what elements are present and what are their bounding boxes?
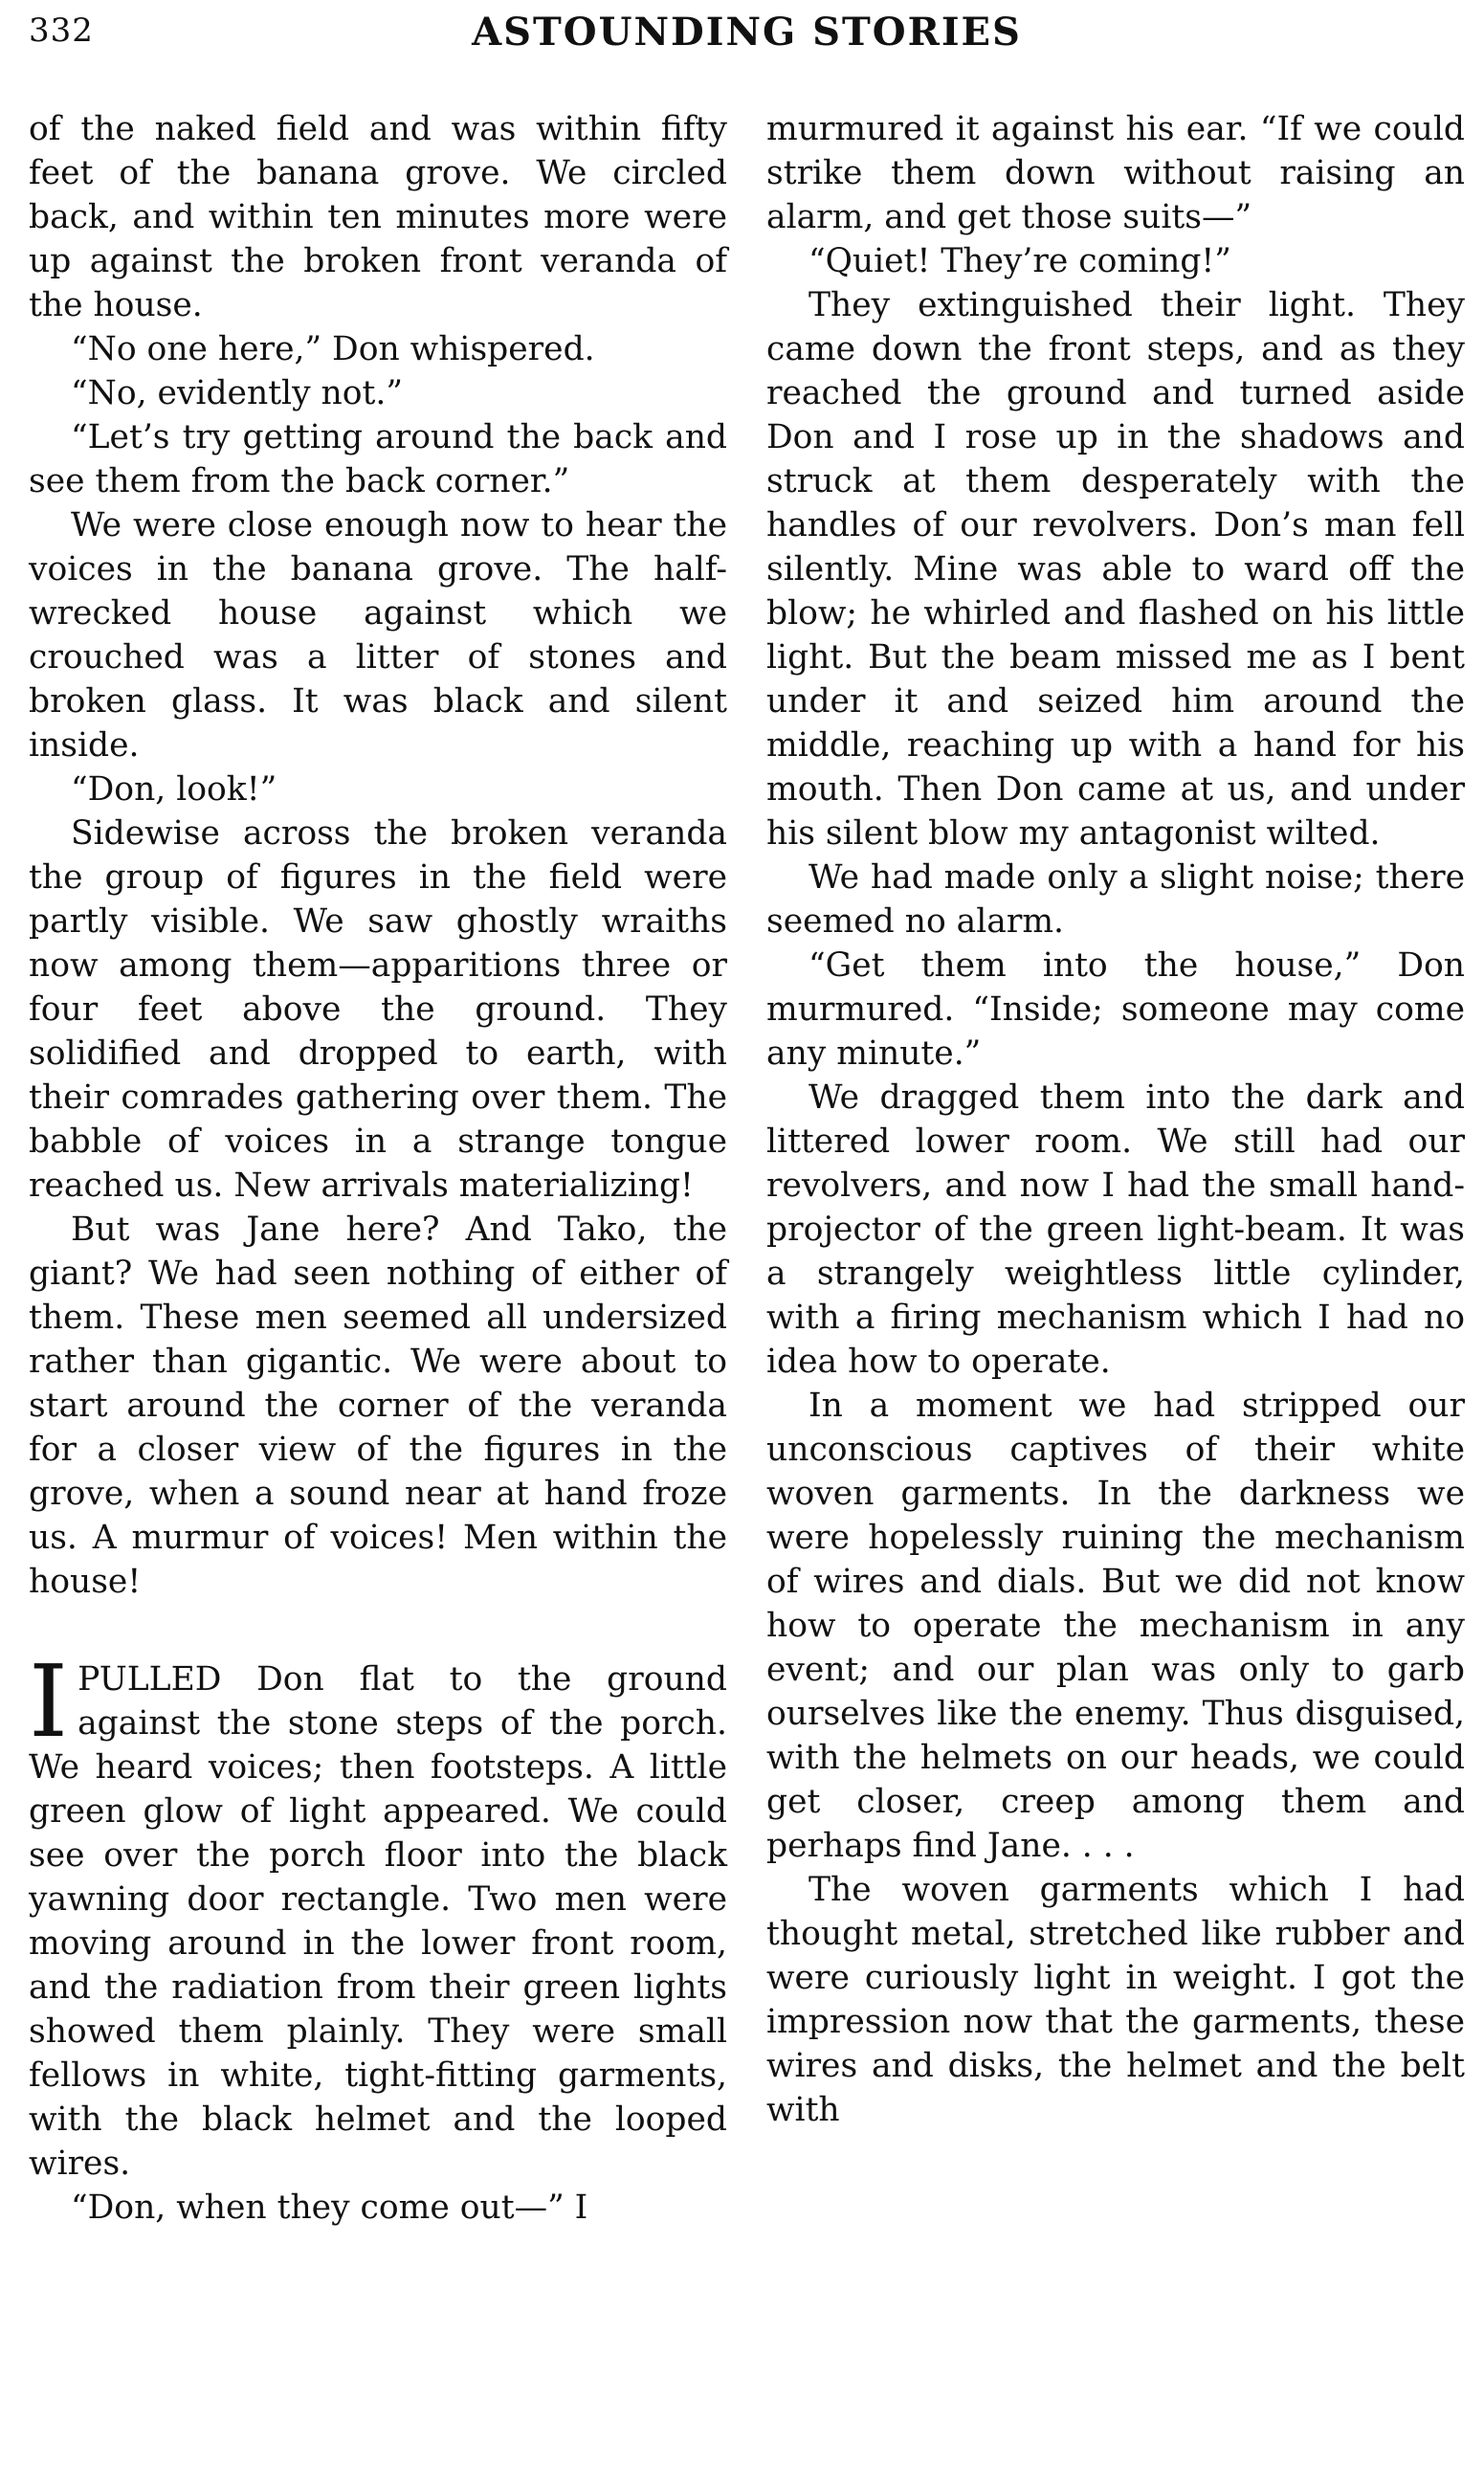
left-column bbox=[29, 107, 727, 2230]
paragraph: “Let’s try getting around the back and see them from the back corner.” bbox=[29, 418, 727, 500]
paragraph: “No, evidently not.” bbox=[71, 374, 404, 412]
running-head bbox=[29, 0, 1465, 57]
paragraph: We dragged them into the dark and littered lower room. We still had our revolvers, and now I had the small hand-projector of the green light-beam. It was a strangely weightless little cylinder, with a firing mechanism which I had no idea how to operate. bbox=[766, 1078, 1465, 1381]
section-opening-paragraph bbox=[29, 1643, 727, 2186]
paragraph: We were close enough now to hear the voices in the banana grove. The half-wrecked house against which we crouched was a litter of stones and broken glass. It was black and silent inside. bbox=[29, 506, 727, 765]
page-number: 332 bbox=[29, 11, 94, 50]
paragraph: But was Jane here? And Tako, the giant? We had seen nothing of either of them. These men seemed all undersized rather than gigantic. We were about to start around the corner of the veranda for a closer view of the figures in the grove, when a sound near at hand froze us. A murmur of voices! Men within the house! bbox=[29, 1211, 727, 1601]
paragraph: “Get them into the house,” Don murmured. “Inside; someone may come any minute.” bbox=[766, 946, 1465, 1073]
text-columns bbox=[29, 107, 1465, 2230]
drop-cap: I bbox=[29, 1643, 69, 1760]
paragraph: Sidewise across the broken veranda the group of figures in the field were partly visible. We saw ghostly wraiths now among them—apparitions three or four feet above the ground. They solidified and dropped to earth, with their comrades gathering over them. The babble of voices in a strange tongue reached us. New arrivals materializing! bbox=[29, 814, 727, 1205]
right-column bbox=[766, 107, 1465, 2230]
paragraph: In a moment we had stripped our unconscious captives of their white woven garments. In the darkness we were hopelessly ruining the mechanism of wires and dials. But we did not know how to operate the mechanism in any event; and our plan was only to garb ourselves like the enemy. Thus disguised, with the helmets on our heads, we could get closer, creep among them and perhaps find Jane. . . . bbox=[766, 1387, 1465, 1865]
paragraph-text: PULLED Don flat to the ground against the stone steps of the porch. We heard voices; then footsteps. A little green glow of light appeared. We could see over the porch floor into the black yawning door rectangle. Two men were moving around in the lower front room, and the radiation from their green lights showed them plainly. They were small fellows in white, tight-fitting garments, with the black helmet and the looped wires. bbox=[29, 1660, 727, 2183]
paragraph: “Don, look!” bbox=[71, 770, 277, 809]
paragraph: of the naked field and was within fifty feet of the banana grove. We circled back, and within ten minutes more were up against the broken front veranda of the house. bbox=[29, 110, 727, 324]
paragraph: “No one here,” Don whispered. bbox=[71, 330, 595, 368]
paragraph: “Quiet! They’re coming!” bbox=[808, 242, 1231, 280]
paragraph: “Don, when they come out—” I bbox=[71, 2188, 588, 2227]
paragraph: We had made only a slight noise; there seemed no alarm. bbox=[766, 858, 1465, 941]
paragraph: They extinguished their light. They came down the front steps, and as they reached the ground and turned aside Don and I rose up in the shadows and struck at them desperately with the handles of our revolvers. Don’s man fell silently. Mine was able to ward off the blow; he whirled and flashed on his little light. But the beam missed me as I bent under it and seized him around the middle, reaching up with a hand for his mouth. Then Don came at us, and under his silent blow my antagonist wilted. bbox=[766, 286, 1465, 853]
magazine-title: ASTOUNDING STORIES bbox=[472, 10, 1022, 55]
paragraph: The woven garments which I had thought metal, stretched like rubber and were curiously light in weight. I got the impression now that the garments, these wires and disks, the helmet and the belt with bbox=[766, 1871, 1465, 2129]
paragraph: murmured it against his ear. “If we could strike them down without raising an alarm, and get those suits—” bbox=[766, 110, 1465, 236]
